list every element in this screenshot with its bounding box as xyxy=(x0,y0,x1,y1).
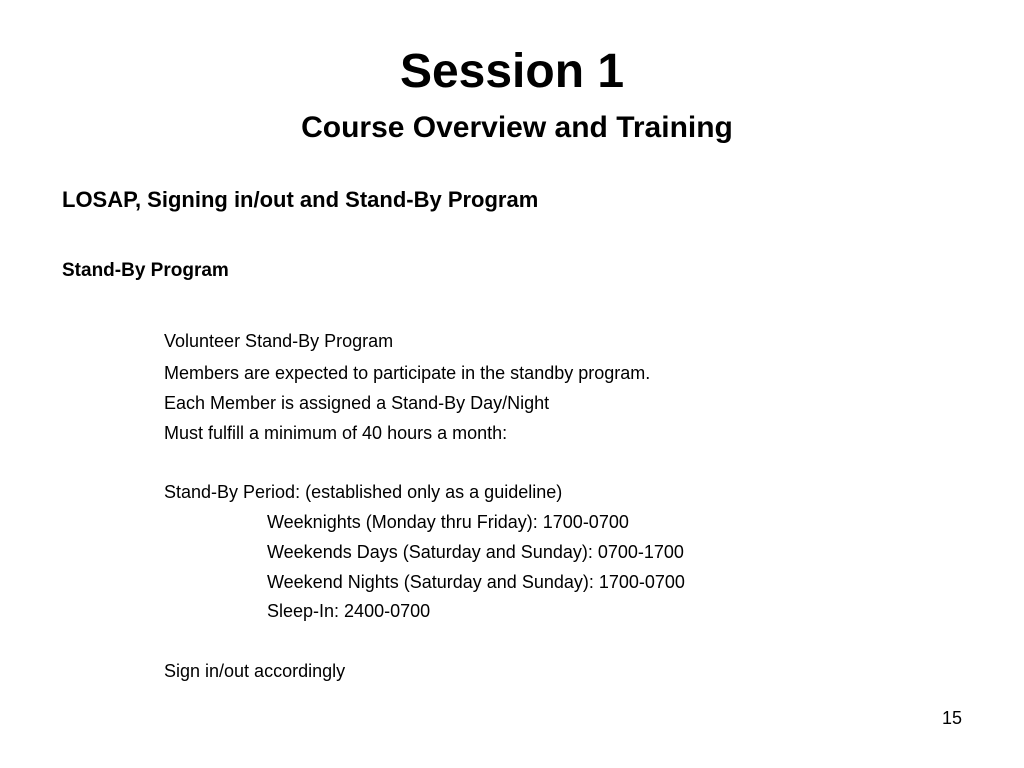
period-item-weekend-days: Weekends Days (Saturday and Sunday): 0700-1700 xyxy=(267,542,684,562)
participation-line: Members are expected to participate in the standby program. xyxy=(164,363,651,383)
period-item-sleep-in: Sleep-In: 2400-0700 xyxy=(267,601,431,621)
assignment-line: Each Member is assigned a Stand-By Day/Night xyxy=(164,393,550,413)
slide-subtitle: Course Overview and Training xyxy=(301,111,733,144)
period-heading-line: Stand-By Period: (established only as a guideline) xyxy=(164,482,563,502)
period-item-weekend-nights: Weekend Nights (Saturday and Sunday): 1700-0700 xyxy=(267,572,685,592)
closing-line: Sign in/out accordingly xyxy=(164,661,346,681)
sub-heading: Stand-By Program xyxy=(62,260,229,281)
period-item-weeknights: Weeknights (Monday thru Friday): 1700-0700 xyxy=(267,512,629,532)
program-name-line: Volunteer Stand-By Program xyxy=(164,331,394,351)
section-heading: LOSAP, Signing in/out and Stand-By Program xyxy=(62,187,539,212)
minimum-hours-line: Must fulfill a minimum of 40 hours a month: xyxy=(164,423,508,443)
page-number: 15 xyxy=(941,708,962,728)
slide-title: Session 1 xyxy=(399,45,625,98)
